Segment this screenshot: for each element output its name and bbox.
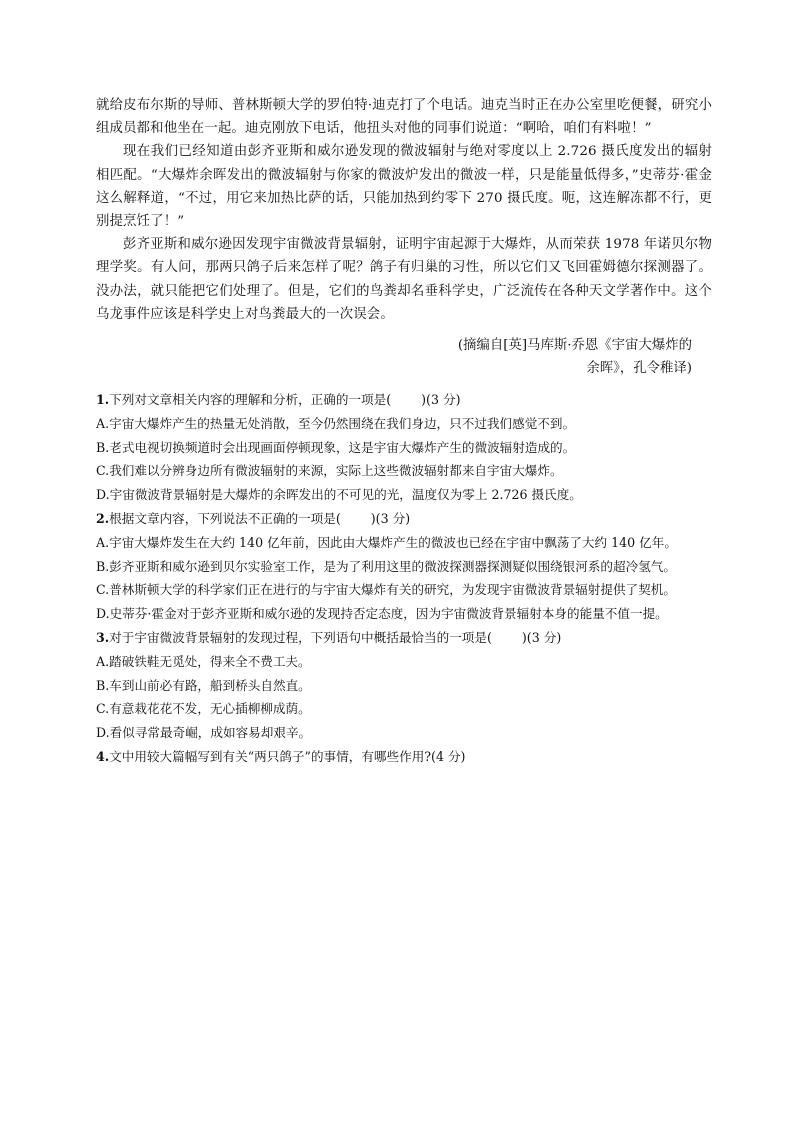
option-a: A.踏破铁鞋无觅处，得来全不费工夫。: [96, 653, 311, 669]
option-c: C.我们难以分辨身边所有微波辐射的来源，实际上这些微波辐射都来自宇宙大爆炸。: [96, 463, 563, 479]
article-paragraph-1: 就给皮布尔斯的导师、普林斯顿大学的罗伯特·迪克打了个电话。迪克当时正在办公室里吃便餐，研究小组成员都和他坐在一起。迪克刚放下电话，他扭头对他的同事们说道：“啊哈，咱们有料啦！”: [96, 98, 712, 137]
question-1: [96, 388, 712, 506]
question-stem: [96, 626, 712, 650]
question-text: 下列对文章相关内容的理解和分析，正确的一项是(: [109, 392, 392, 408]
option-d: D.史蒂芬·霍金对于彭齐亚斯和威尔逊的发现持否定态度，因为宇宙微波背景辐射本身的能量不值一提。: [96, 605, 668, 621]
option-b: B.老式电视切换频道时会出现画面停顿现象，这是宇宙大爆炸产生的微波辐射造成的。: [96, 439, 576, 455]
option-a: A.宇宙大爆炸发生在大约 140 亿年前，因此由大爆炸产生的微波也已经在宇宙中飘荡了大约 140 亿年。: [96, 535, 677, 550]
page-content: [96, 94, 712, 769]
question-number: 3.: [96, 630, 110, 646]
question-stem: [96, 745, 712, 769]
option-a: A.宇宙大爆炸产生的热量无处消散，至今仍然围绕在我们身边，只不过我们感觉不到。: [96, 416, 576, 432]
question-text: 根据文章内容，下列说法不正确的一项是(: [109, 511, 341, 527]
question-stem: [96, 507, 712, 531]
article-source: (摘编自[英]马库斯·乔恩《宇宙大爆炸的余晖》，孔令稚译): [457, 338, 692, 377]
option-d: D.看似寻常最奇崛，成如容易却艰辛。: [96, 724, 312, 740]
question-number: 4.: [96, 749, 110, 765]
question-score: )(3 分): [421, 392, 461, 408]
article-paragraph-2: 现在我们已经知道由彭齐亚斯和威尔逊发现的微波辐射与绝对零度以上 2.726 摄氏度发出的辐射相匹配。“大爆炸余晖发出的微波辐射与你家的微波炉发出的微波一样，只是能量低得多，”史蒂芬·霍金这么解释道，“不过，用它来加热比萨的话，只能加热到约零下 270 摄氏度。呃，这连解冻都不行，更别提烹饪了！”: [96, 144, 712, 230]
option-c: C.有意栽花花不发，无心插柳柳成荫。: [96, 701, 311, 717]
option-b: B.彭齐亚斯和威尔逊到贝尔实验室工作，是为了利用这里的微波探测器探测疑似围绕银河系的超冷氢气。: [96, 558, 676, 574]
option-b: B.车到山前必有路，船到桥头自然直。: [96, 677, 311, 693]
option-c: C.普林斯顿大学的科学家们正在进行的与宇宙大爆炸有关的研究，为发现宇宙微波背景辐射提供了契机。: [96, 582, 676, 598]
question-score: )(3 分): [521, 630, 562, 646]
question-text: 文中用较大篇幅写到有关“两只鸽子”的事情，有哪些作用?(4 分): [109, 749, 466, 765]
article-paragraph-3: 彭齐亚斯和威尔逊因发现宇宙微波背景辐射，证明宇宙起源于大爆炸，从而荣获 1978 年诺贝尔物理学奖。有人问，那两只鸽子后来怎样了呢？鸽子有归巢的习性，所以它们又飞回霍姆德尔探测器了。没办法，就只能把它们处理了。但是，它们的鸟粪却名垂科学史，广泛流传在各种天文学著作中。这个乌龙事件应该是科学史上对鸟粪最大的一次误会。: [96, 237, 712, 322]
question-stem: [96, 388, 712, 412]
question-text: 对于宇宙微波背景辐射的发现过程，下列语句中概括最恰当的一项是(: [109, 630, 492, 646]
option-d: D.宇宙微波背景辐射是大爆炸的余晖发出的不可见的光，温度仅为零上 2.726 摄氏度。: [96, 486, 582, 502]
question-2: [96, 507, 712, 625]
question-score: )(3 分): [370, 511, 411, 527]
question-number: 1.: [96, 392, 110, 408]
question-number: 2.: [96, 511, 110, 527]
question-4: [96, 745, 712, 769]
question-3: [96, 626, 712, 744]
